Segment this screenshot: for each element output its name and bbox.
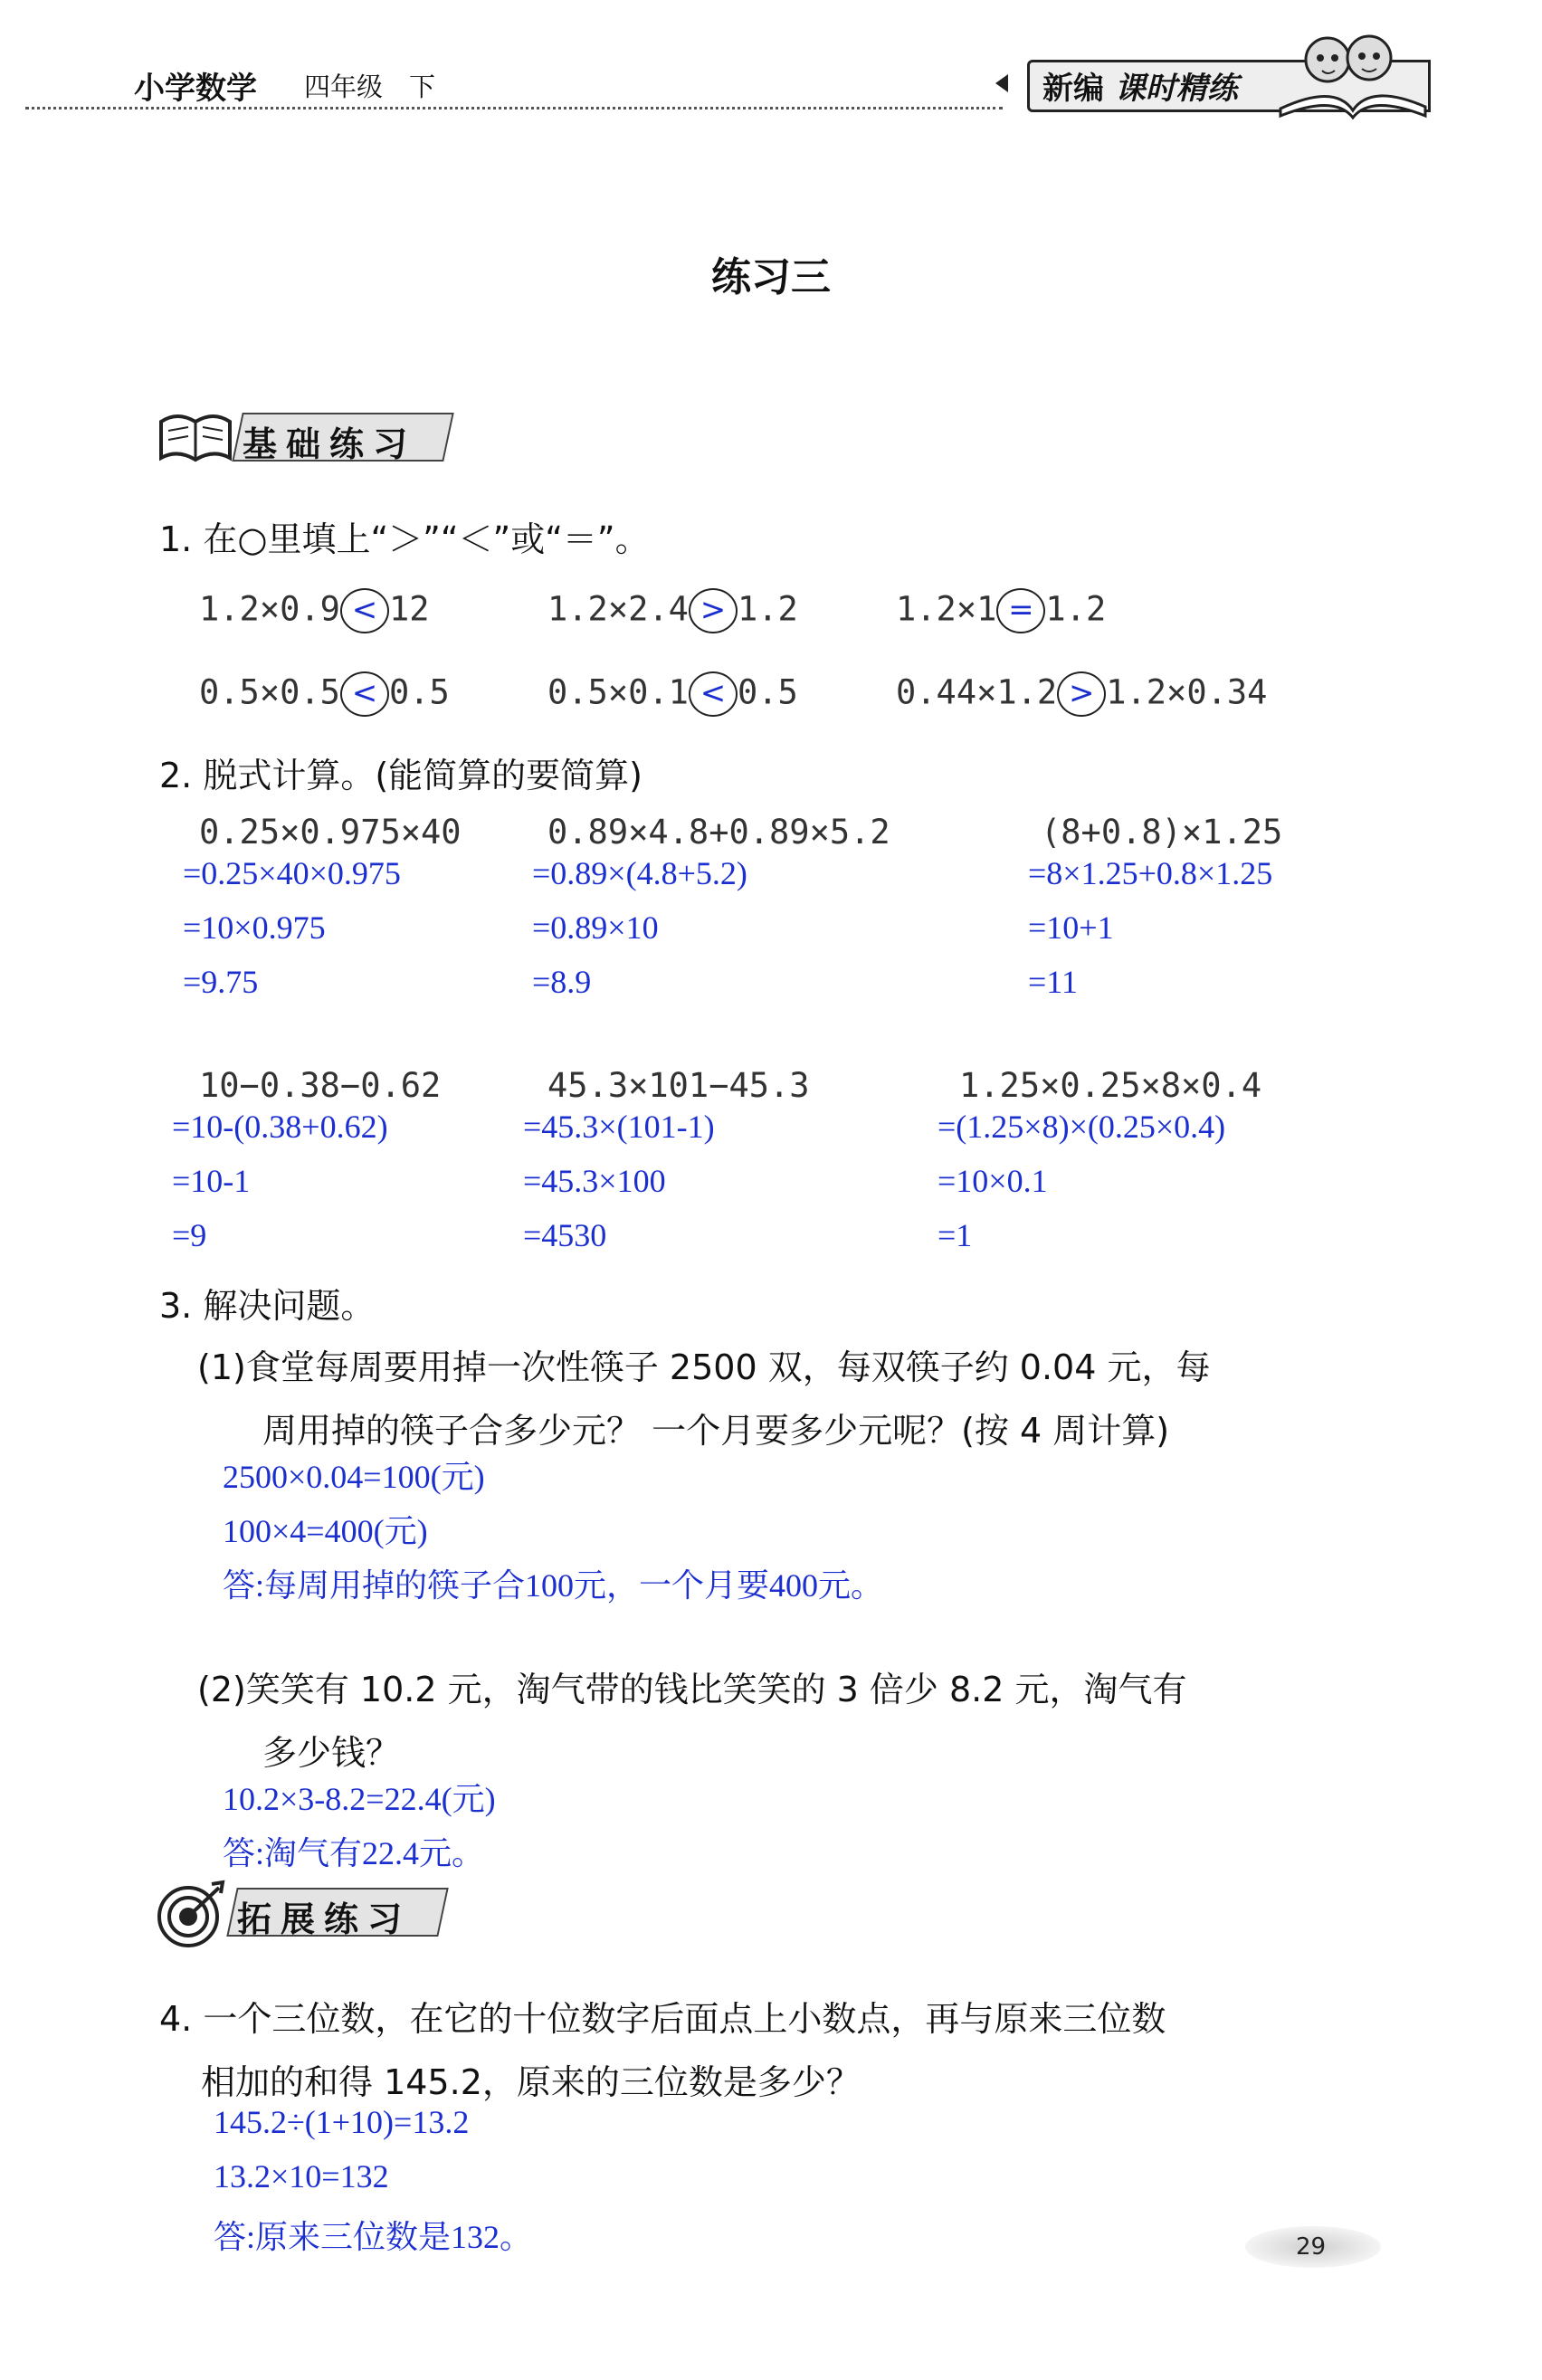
- q2-step: =11: [1028, 964, 1078, 1000]
- answer-circle: >: [1057, 671, 1106, 717]
- q1-item: [896, 671, 1267, 717]
- q3-p1-line1: (1)食堂每周要用掉一次性筷子 2500 双，每双筷子约 0.04 元，每: [197, 1347, 1211, 1387]
- q2-step: =(1.25×8)×(0.25×0.4): [938, 1109, 1226, 1145]
- q2-step: =9.75: [183, 964, 259, 1000]
- q4-answer: 145.2÷(1+10)=13.2: [214, 2104, 470, 2140]
- q1-prompt: 1. 在○里填上“＞”“＜”或“＝”。: [159, 519, 650, 559]
- page-title: 练习三: [711, 254, 831, 300]
- q2-step: =45.3×100: [523, 1163, 666, 1199]
- q3-p2-answer: 10.2×3-8.2=22.4(元): [223, 1781, 496, 1817]
- q3-p2-line2: 多少钱？: [262, 1733, 401, 1773]
- q2-expression: (8+0.8)×1.25: [1041, 813, 1283, 852]
- q2-expression: 1.25×0.25×8×0.4: [959, 1066, 1262, 1105]
- q1-item: [547, 588, 798, 633]
- q1-item: [199, 588, 430, 633]
- header-divider: [25, 107, 1003, 109]
- q2-expression: 10−0.38−0.62: [199, 1066, 442, 1105]
- q2-step: =10-1: [172, 1163, 251, 1199]
- q1-left: 0.5×0.5: [199, 672, 340, 712]
- target-icon: [154, 1879, 226, 1951]
- q1-left: 1.2×0.9: [199, 589, 340, 629]
- open-book-icon: [156, 405, 235, 469]
- brand-part-b: 课时精练: [1114, 71, 1238, 107]
- q2-step: =10-(0.38+0.62): [172, 1109, 388, 1145]
- q4-line1: 4. 一个三位数，在它的十位数字后面点上小数点，再与原来三位数: [159, 1999, 1166, 2039]
- q1-left: 1.2×2.4: [547, 589, 689, 629]
- q2-prompt: 2. 脱式计算。(能简算的要简算): [159, 756, 642, 795]
- q2-step: =9: [172, 1217, 207, 1253]
- q2-step: =0.89×(4.8+5.2): [532, 855, 747, 891]
- q1-right: 1.2×0.34: [1106, 672, 1268, 712]
- q2-step: =0.25×40×0.975: [183, 855, 401, 891]
- q2-step: =0.89×10: [532, 909, 659, 946]
- q2-step: =4530: [523, 1217, 607, 1253]
- q2-step: =10×0.1: [938, 1163, 1048, 1199]
- q2-step: =8×1.25+0.8×1.25: [1028, 855, 1273, 891]
- q2-expression: 0.89×4.8+0.89×5.2: [547, 813, 890, 852]
- q1-right: 12: [388, 589, 430, 629]
- q3-p1-answer: 2500×0.04=100(元): [223, 1459, 485, 1495]
- q3-p1-line2: 周用掉的筷子合多少元？ 一个月要多少元呢？(按 4 周计算): [262, 1411, 1170, 1451]
- q1-item: [896, 588, 1106, 633]
- q3-p1-answer: 答:每周用掉的筷子合100元，一个月要400元。: [223, 1567, 884, 1604]
- q2-step: =10+1: [1028, 909, 1114, 946]
- brand-part-a: 新编: [1042, 71, 1104, 107]
- q1-right: 1.2: [1045, 589, 1107, 629]
- section-basic-label: 基础练习: [243, 424, 417, 464]
- q3-p2-line1: (2)笑笑有 10.2 元，淘气带的钱比笑笑的 3 倍少 8.2 元，淘气有: [197, 1670, 1187, 1709]
- q3-p1-answer: 100×4=400(元): [223, 1513, 428, 1549]
- book-mascot-icon: [1271, 20, 1434, 119]
- brand-title: [1042, 63, 1238, 108]
- page-number: 29: [1296, 2233, 1327, 2261]
- q2-expression: 45.3×101−45.3: [547, 1066, 810, 1105]
- q1-left: 1.2×1: [896, 589, 997, 629]
- q1-item: [199, 671, 450, 717]
- answer-circle: >: [689, 588, 738, 633]
- q4-line2: 相加的和得 145.2，原来的三位数是多少？: [201, 2062, 861, 2102]
- q1-left: 0.5×0.1: [547, 672, 689, 712]
- q1-right: 0.5: [388, 672, 450, 712]
- q4-answer: 13.2×10=132: [214, 2158, 389, 2194]
- q2-expression: 0.25×0.975×40: [199, 813, 462, 852]
- answer-circle: <: [340, 671, 389, 717]
- header-grade: 四年级 下: [304, 71, 436, 102]
- q2-step: =8.9: [532, 964, 592, 1000]
- answer-circle: <: [340, 588, 389, 633]
- q1-left: 0.44×1.2: [896, 672, 1058, 712]
- q4-answer: 答:原来三位数是132。: [214, 2219, 533, 2255]
- answer-circle: =: [996, 588, 1045, 633]
- q2-step: =45.3×(101-1): [523, 1109, 715, 1145]
- q2-step: =1: [938, 1217, 973, 1253]
- header-subject: 小学数学: [134, 71, 257, 107]
- answer-circle: <: [689, 671, 738, 717]
- q3-p2-answer: 答:淘气有22.4元。: [223, 1835, 485, 1871]
- q1-item: [547, 671, 798, 717]
- q3-prompt: 3. 解决问题。: [159, 1286, 376, 1326]
- section-extend-label: 拓展练习: [237, 1899, 412, 1939]
- q1-right: 0.5: [737, 672, 798, 712]
- triangle-left-icon: [995, 74, 1008, 92]
- q1-right: 1.2: [737, 589, 798, 629]
- q2-step: =10×0.975: [183, 909, 326, 946]
